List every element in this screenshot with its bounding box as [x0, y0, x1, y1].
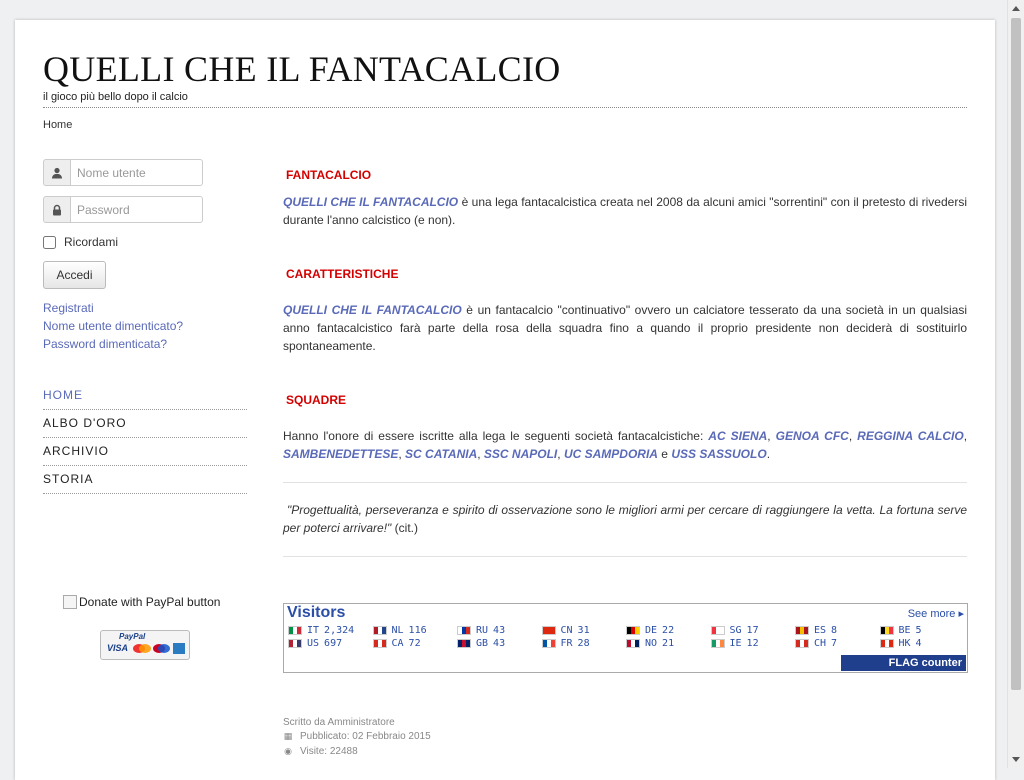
country-code: IT	[307, 625, 320, 636]
user-icon	[43, 159, 70, 186]
menu-item-storia[interactable]: STORIA	[43, 467, 247, 494]
article-hits	[283, 746, 358, 757]
page-container	[15, 20, 995, 780]
team-link[interactable]: GENOA CFC	[775, 429, 849, 443]
visitor-count: 31	[577, 625, 590, 636]
country-code: NO	[645, 638, 658, 649]
visa-logo: VISA	[107, 643, 129, 653]
team-link[interactable]: SAMBENEDETTESE	[283, 447, 399, 461]
quote-block	[283, 501, 967, 537]
section-fantacalcio-text	[283, 193, 967, 229]
country-flag-icon	[288, 639, 302, 648]
section-title-caratteristiche: CARATTERISTICHE	[286, 267, 399, 281]
header-divider	[43, 107, 967, 108]
country-code: BE	[898, 625, 911, 636]
country-flag-icon	[457, 639, 471, 648]
country-code: US	[307, 638, 320, 649]
visitor-count: 22	[662, 625, 675, 636]
remember-label: Ricordami	[64, 235, 119, 249]
visitor-count: 8	[831, 625, 838, 636]
section-caratteristiche-text	[283, 301, 967, 355]
flag-counter-entry	[795, 638, 880, 649]
scrollbar-thumb[interactable]	[1011, 18, 1021, 690]
country-code: IE	[729, 638, 742, 649]
country-code: DE	[645, 625, 658, 636]
team-link[interactable]: USS SASSUOLO	[671, 447, 767, 461]
flag-counter-entry	[626, 638, 711, 649]
published-date: Pubblicato: 02 Febbraio 2015	[300, 731, 431, 742]
section1-body: è una lega fantacalcistica creata nel 2008 da alcuni amici "sorrentini" con il pretesto di rivedersi durante l'anno calcistico (e non).	[283, 195, 967, 227]
eye-icon: ◉	[284, 746, 292, 756]
flag-counter-entry	[373, 638, 458, 649]
paypal-alt-text: Donate with PayPal button	[79, 595, 221, 609]
team-link[interactable]: UC SAMPDORIA	[563, 447, 658, 461]
league-name-link[interactable]: QUELLI CHE IL FANTACALCIO	[283, 195, 459, 209]
country-flag-icon	[288, 626, 302, 635]
password-input[interactable]	[70, 196, 203, 223]
menu-item-albo-doro[interactable]: ALBO D'ORO	[43, 411, 247, 438]
country-flag-icon	[626, 639, 640, 648]
flag-counter-entry	[288, 638, 373, 649]
teams-and: e	[661, 447, 668, 461]
team-link[interactable]: REGGINA CALCIO	[857, 429, 964, 443]
paypal-donate-image[interactable]	[63, 595, 220, 609]
flag-counter-widget[interactable]	[283, 603, 968, 673]
forgot-password-link[interactable]: Password dimenticata?	[43, 337, 168, 351]
vertical-scrollbar[interactable]	[1007, 0, 1024, 768]
visitor-count: 28	[577, 638, 590, 649]
country-flag-icon	[626, 626, 640, 635]
country-code: NL	[391, 625, 404, 636]
squadre-intro: Hanno l'onore di essere iscritte alla lega le seguenti società fantacalcistiche:	[283, 429, 709, 443]
team-link[interactable]: SC CATANIA	[405, 447, 478, 461]
flag-counter-entry	[542, 638, 627, 649]
paypal-logo-text: PayPal	[119, 632, 146, 641]
country-flag-icon	[542, 639, 556, 648]
country-flag-icon	[711, 626, 725, 635]
main-menu	[43, 383, 247, 495]
content-divider	[283, 556, 967, 557]
country-code: CA	[391, 638, 404, 649]
team-link[interactable]: AC SIENA	[708, 429, 768, 443]
visitor-count: 43	[493, 625, 506, 636]
flag-counter-entry	[288, 625, 373, 636]
article-published	[283, 731, 431, 742]
league-name-link[interactable]: QUELLI CHE IL FANTACALCIO	[283, 303, 462, 317]
username-input[interactable]	[70, 159, 203, 186]
forgot-username-link[interactable]: Nome utente dimenticato?	[43, 319, 184, 333]
content-divider	[283, 482, 967, 483]
menu-item-home[interactable]: HOME	[43, 383, 247, 410]
visitor-count: 12	[746, 638, 759, 649]
flag-counter-entry	[880, 638, 965, 649]
quote-text: "Progettualità, perseveranza e spirito di osservazione sono le migliori armi per cercare di raggiungere la vetta. La fortuna serve per poterci arrivare!"	[283, 503, 967, 535]
breadcrumb: Home	[43, 119, 73, 131]
country-flag-icon	[373, 626, 387, 635]
scroll-up-arrow[interactable]	[1012, 6, 1020, 11]
visitor-count: 2,324	[324, 625, 355, 636]
username-group	[43, 159, 203, 186]
country-code: CH	[814, 638, 827, 649]
country-flag-icon	[795, 626, 809, 635]
section-squadre-text: Hanno l'onore di essere iscritte alla lega le seguenti società fantacalcistiche: AC SIENA, GENOA CFC, REGGINA CALCIO, SAMBENEDETTESE, SC CATANIA, SSC NAPOLI, UC SAMPDORIA e USS SASSUOLO.	[283, 429, 968, 461]
mastercard-icon	[139, 644, 151, 653]
country-code: SG	[729, 625, 742, 636]
quote-cite: (cit.)	[394, 521, 418, 535]
country-code: HK	[898, 638, 911, 649]
article-author: Scritto da Amministratore	[283, 717, 395, 728]
hits-count: Visite: 22488	[300, 746, 358, 757]
flag-counter-entry	[711, 638, 796, 649]
country-flag-icon	[880, 626, 894, 635]
flag-counter-row	[288, 625, 964, 636]
flag-counter-title: Visitors	[287, 604, 346, 621]
flag-counter-entry	[711, 625, 796, 636]
password-group	[43, 196, 203, 223]
flag-counter-row	[288, 638, 964, 649]
country-code: FR	[560, 638, 573, 649]
flag-counter-entry	[457, 625, 542, 636]
flag-counter-entry	[626, 625, 711, 636]
section-title-squadre: SQUADRE	[286, 393, 347, 407]
paypal-card-logo[interactable]	[100, 630, 190, 660]
calendar-icon: ▦	[283, 731, 293, 741]
scroll-down-arrow[interactable]	[1012, 757, 1020, 762]
team-link[interactable]: SSC NAPOLI	[483, 447, 558, 461]
remember-me[interactable]	[43, 235, 118, 249]
see-more-link[interactable]: See more ▸	[907, 608, 964, 620]
country-code: ES	[814, 625, 827, 636]
country-flag-icon	[880, 639, 894, 648]
flag-counter-entry	[373, 625, 458, 636]
visitor-count: 72	[408, 638, 421, 649]
visitor-count: 21	[662, 638, 675, 649]
flag-counter-entry	[880, 625, 965, 636]
remember-checkbox[interactable]	[43, 236, 56, 249]
visitor-count: 43	[493, 638, 506, 649]
site-title[interactable]: QUELLI CHE IL FANTACALCIO	[43, 49, 561, 89]
visitor-count: 4	[915, 638, 922, 649]
login-button[interactable]: Accedi	[43, 261, 106, 289]
country-code: RU	[476, 625, 489, 636]
section-title-fantacalcio: FANTACALCIO	[286, 168, 372, 182]
country-flag-icon	[457, 626, 471, 635]
visitor-count: 17	[746, 625, 759, 636]
visitor-count: 116	[408, 625, 427, 636]
flag-counter-entry	[457, 638, 542, 649]
login-links	[43, 299, 183, 353]
section2-body: è un fantacalcio "continuativo" ovvero un calciatore tesserato da una società in un qualsiasi anno fantacalcistico farà parte della rosa della squadra fino a quando il proprio presidente non deciderà di sostituirlo spontaneamente.	[283, 303, 967, 353]
country-flag-icon	[795, 639, 809, 648]
country-flag-icon	[542, 626, 556, 635]
site-description: il gioco più bello dopo il calcio	[43, 91, 188, 103]
visitor-count: 697	[324, 638, 343, 649]
broken-image-icon	[63, 595, 77, 609]
register-link[interactable]: Registrati	[43, 301, 94, 315]
flag-counter-brand: FLAG counter	[841, 655, 966, 671]
country-code: CN	[560, 625, 573, 636]
maestro-icon	[158, 644, 170, 653]
flag-counter-entry	[542, 625, 627, 636]
country-flag-icon	[373, 639, 387, 648]
amex-icon	[173, 643, 185, 654]
country-flag-icon	[711, 639, 725, 648]
country-code: GB	[476, 638, 489, 649]
visitor-count: 5	[915, 625, 922, 636]
flag-counter-entry	[795, 625, 880, 636]
lock-icon	[43, 196, 70, 223]
menu-item-archivio[interactable]: ARCHIVIO	[43, 439, 247, 466]
visitor-count: 7	[831, 638, 838, 649]
